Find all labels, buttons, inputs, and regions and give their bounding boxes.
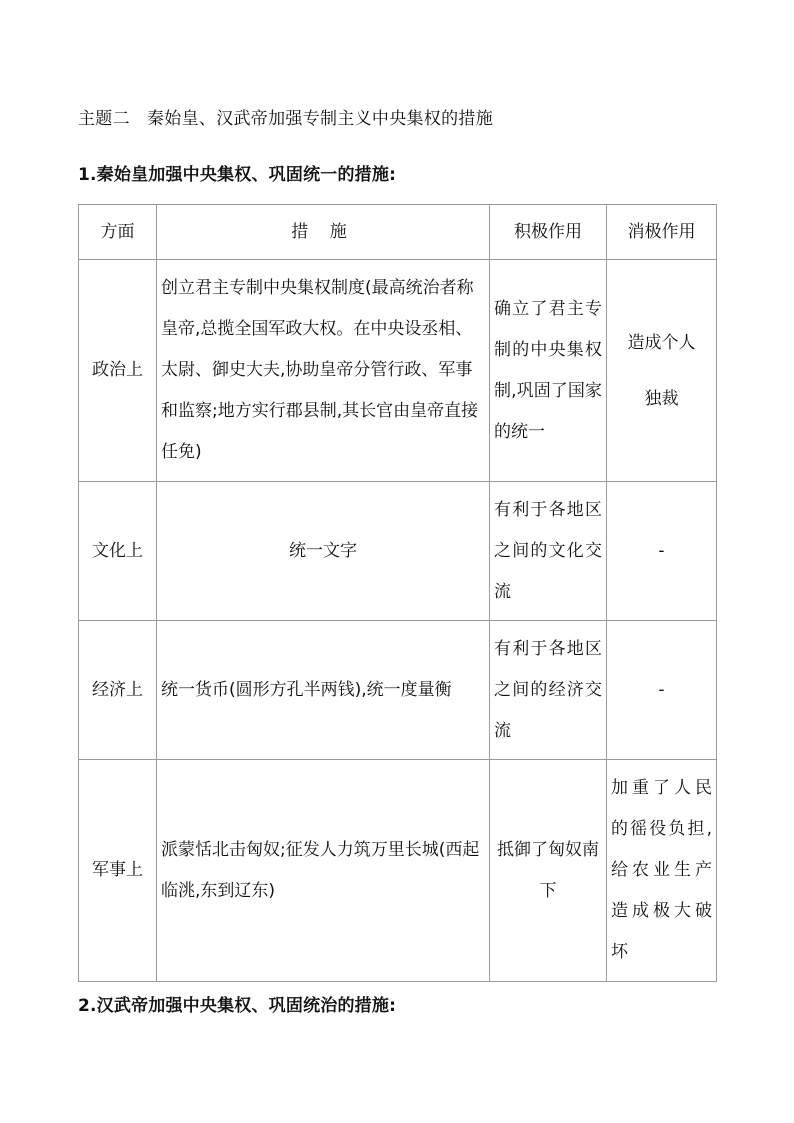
section-heading-qin: 1.秦始皇加强中央集权、巩固统一的措施: xyxy=(78,165,397,185)
cell-positive: 有利于各地区之间的文化交流 xyxy=(490,482,607,621)
cell-negative: - xyxy=(607,482,717,621)
table-header-row xyxy=(79,205,717,260)
cell-negative: 加重了人民的徭役负担,给农业生产造成极大破坏 xyxy=(607,760,717,982)
cell-positive: 有利于各地区之间的经济交流 xyxy=(490,621,607,760)
cell-aspect: 文化上 xyxy=(79,482,157,621)
section-heading-han: 2.汉武帝加强中央集权、巩固统治的措施: xyxy=(78,996,397,1016)
header-measure: 措 施 xyxy=(157,205,490,260)
table-row xyxy=(79,482,717,621)
header-positive: 积极作用 xyxy=(490,205,607,260)
page-title: 主题二 秦始皇、汉武帝加强专制主义中央集权的措施 xyxy=(78,109,494,129)
cell-positive: 抵御了匈奴南下 xyxy=(490,760,607,982)
table-row xyxy=(79,760,717,982)
header-negative: 消极作用 xyxy=(607,205,717,260)
cell-measure: 创立君主专制中央集权制度(最高统治者称皇帝,总揽全国军政大权。在中央设丞相、太尉、御史大夫,协助皇帝分管行政、军事和监察;地方实行郡县制,其长官由皇帝直接任免) xyxy=(157,260,490,482)
table-row xyxy=(79,621,717,760)
table-row xyxy=(79,260,717,482)
cell-negative: - xyxy=(607,621,717,760)
cell-negative-line: 造成个人 xyxy=(627,332,696,353)
cell-positive: 确立了君主专制的中央集权制,巩固了国家的统一 xyxy=(490,260,607,482)
cell-measure: 统一文字 xyxy=(157,482,490,621)
cell-aspect: 军事上 xyxy=(79,760,157,982)
cell-negative-line: 独裁 xyxy=(644,388,679,409)
cell-negative xyxy=(607,260,717,482)
header-aspect: 方面 xyxy=(79,205,157,260)
cell-aspect: 经济上 xyxy=(79,621,157,760)
cell-measure: 统一货币(圆形方孔半两钱),统一度量衡 xyxy=(157,621,490,760)
measures-table xyxy=(78,204,717,982)
cell-aspect: 政治上 xyxy=(79,260,157,482)
cell-measure: 派蒙恬北击匈奴;征发人力筑万里长城(西起临洮,东到辽东) xyxy=(157,760,490,982)
